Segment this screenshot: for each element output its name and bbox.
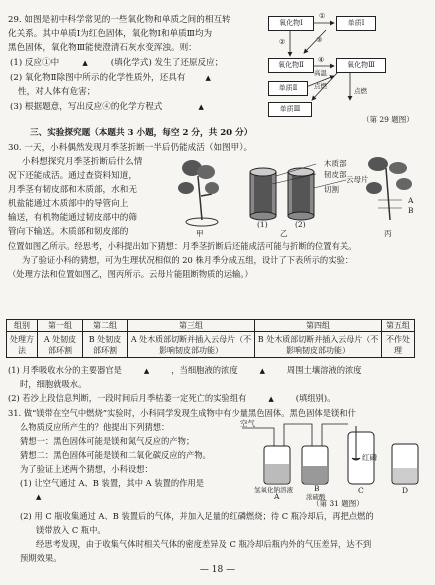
reaction-number-1: ①	[319, 12, 326, 20]
table-cell: A 处韧皮部环割	[38, 332, 83, 358]
label-naoh: 氢氧化钠溶液	[254, 486, 293, 494]
reaction-number-4: ④	[318, 56, 325, 64]
blank-marker: ▲	[205, 74, 211, 82]
blank-marker: ▲	[268, 395, 274, 403]
q30-figure	[168, 154, 430, 240]
node-oxide-1: 氧化物Ⅰ	[268, 16, 314, 31]
node-oxide-2: 氧化物Ⅱ	[268, 58, 314, 73]
q31-line-3: 猜想一：黑色固体可能是镁和氮气反应的产物；	[20, 436, 195, 446]
blank-marker: ▲	[259, 367, 265, 375]
label-air: 空气	[240, 419, 255, 428]
q30-line-10: （处理方法和位置如图乙，图丙所示。云母片能阻断物质的运输。）	[8, 269, 253, 279]
reaction-number-2: ②	[279, 38, 286, 46]
label-sulfuric-acid: 浓硫酸	[306, 493, 326, 501]
q30-item-1-cont: 时，细胞就吸水。	[20, 379, 87, 389]
q31-line-10: 预期效果。	[20, 553, 62, 563]
table-header-cell: 组别	[7, 320, 38, 332]
q29-item-1: (1) 反应①中 ▲ (填化学式) 发生了还原反应；	[10, 58, 224, 68]
table-header-cell: 第二组	[83, 320, 128, 332]
table-header-cell: 第一组	[38, 320, 83, 332]
q30-line-9: 为了验证小科的猜想，可为生理状况相似的 20 株月季分成五组，设计了下表所示的实验：	[22, 255, 354, 265]
table-row-label: 处理方法	[7, 332, 38, 358]
table-cell: B 处木质部切断并插入云母片（不影响韧皮部功能）	[255, 332, 382, 358]
q30-line-5: 机盐能通过木质部中的导管向上	[8, 199, 129, 209]
node-element-2: 单质Ⅱ	[268, 81, 308, 96]
q31-figure	[240, 418, 430, 500]
reaction-number-3: ③	[316, 36, 323, 44]
q29-item-2: (2) 氧化物Ⅱ除图中所示的化学性质外，还具有 ▲	[10, 72, 228, 84]
label-yi: 乙	[280, 229, 288, 238]
label-phloem: 韧皮部	[324, 170, 347, 179]
q30-item-1: (1) 月季吸收水分的主要器官是 ▲ ，当细胞液的浓度 ▲ 周围土壤溶液的浓度	[8, 364, 362, 377]
page-number: — 18 —	[199, 565, 236, 575]
label-bing: 丙	[384, 229, 392, 238]
q31-item-1-blank	[36, 491, 41, 503]
blank-marker: ▲	[198, 103, 204, 111]
label-a: A	[274, 492, 280, 501]
q31-line-4: 猜想二：黑色固体可能是镁和二氧化碳反应的产物。	[20, 450, 211, 460]
q31-caption: （第 31 题图）	[312, 499, 364, 508]
table-cell: B 处韧皮部环割	[83, 332, 128, 358]
blank-marker: ▲	[36, 493, 42, 501]
node-element-1: 单质Ⅰ	[336, 16, 376, 31]
label-mica: 云母片	[346, 175, 369, 184]
node-element-3: 单质Ⅲ	[268, 102, 312, 117]
q30-line-7: 管向下输送。木质部和韧皮部的	[8, 227, 129, 237]
table-header-cell: 第五组	[382, 320, 415, 332]
q30-line-3: 况下还能成活。通过查资料知道，	[8, 171, 137, 181]
label-xylem: 木质部	[324, 159, 347, 168]
condition-ignite-1: 点燃	[314, 82, 327, 90]
q30-line-4: 月季茎有韧皮部和木质部，水和无	[8, 185, 137, 195]
condition-ignite-2: 点燃	[354, 87, 367, 95]
label-sub-2: (2)	[295, 220, 306, 229]
label-jia: 甲	[196, 229, 204, 238]
q30-line-1: 30. 一天，小科偶然发现月季茎折断一半后仍能成活（如图甲）。	[8, 143, 253, 153]
q31-item-2-cont: 镁带放入 C 瓶中。	[36, 525, 106, 535]
q30-item-2: (2) 若沙上段信息判断，一段时间后月季枯萎一定死亡的实验组有 ▲ (填组别)。	[8, 392, 335, 405]
table-cell: A 处木质部切断并插入云母片（不影响韧皮部功能）	[128, 332, 255, 358]
q30-line-8: 位置如图乙所示。经思考，小科提出如下猜想：月季茎折断后还能成活可能与折断的位置有关。	[8, 241, 357, 251]
q31-item-1: (1) 让空气通过 A、B 装置，其中 A 装置的作用是	[20, 478, 205, 488]
blank-marker: ▲	[82, 59, 88, 67]
label-red-phosphorus: 红磷	[362, 453, 377, 462]
table-row	[7, 332, 415, 358]
q31-line-5: 为了验证上述两个猜想，小科设想：	[20, 464, 153, 474]
q29-caption: （第 29 题图）	[362, 115, 414, 124]
table-header-cell: 第四组	[255, 320, 382, 332]
label-d: D	[402, 486, 409, 495]
q31-item-2: (2) 用 C 瓶收集通过 A、B 装置后的气体，并加入足量的红磷燃烧；待 C 瓶冷却后，再把点燃的	[20, 511, 374, 521]
blank-marker: ▲	[143, 367, 150, 375]
table-header-cell: 第三组	[128, 320, 255, 332]
label-b: B	[408, 206, 414, 215]
q30-table	[6, 319, 415, 358]
q31-line-9: 经思考发现，由于收集气体时相关气体的密度差异及 C 瓶冷却后瓶内外的气压差异，达不到	[36, 539, 372, 549]
q29-diagram	[266, 8, 428, 126]
table-header-row	[7, 320, 415, 332]
label-sub-1: (1)	[257, 220, 268, 229]
q29-line-1: 29. 如图是初中科学常见的一些氧化物和单质之间的相互转	[8, 15, 231, 25]
section-title: 三、实验探究题（本题共 3 小题，每空 2 分，共 20 分）	[30, 128, 253, 138]
q29-line-3: 黑色固体，氧化物Ⅲ能使澄清石灰水变浑浊。则：	[8, 43, 197, 53]
q31-line-1: 31. 做“镁带在空气中燃烧”实验时，小科同学发现生成物中有少量黑色固体。黑色固体是镁和什	[8, 408, 356, 418]
label-b: B	[314, 484, 320, 493]
q30-line-6: 输送，有机物能通过韧皮部中的筛	[8, 213, 137, 223]
q30-line-2: 小科想探究月季茎折断后什么情	[22, 157, 143, 167]
condition-high-temp: 高温	[314, 69, 327, 77]
label-c: C	[358, 486, 364, 495]
node-oxide-3: 氧化物Ⅲ	[336, 58, 386, 73]
q29-item-3: (3) 根据题意，写出反应④的化学方程式 ▲	[10, 101, 237, 113]
q29-line-2: 化关系。其中单质Ⅰ为红色固体，氧化物Ⅰ和单质Ⅲ均为	[8, 29, 213, 39]
q31-line-2: 么物质反应所产生的？他提出下列猜想：	[20, 422, 170, 432]
label-a: A	[408, 196, 414, 205]
label-cut: 切割	[324, 185, 339, 194]
q29-item-2-cont: 性，对人体有危害；	[18, 87, 96, 97]
table-cell: 不作处理	[382, 332, 415, 358]
